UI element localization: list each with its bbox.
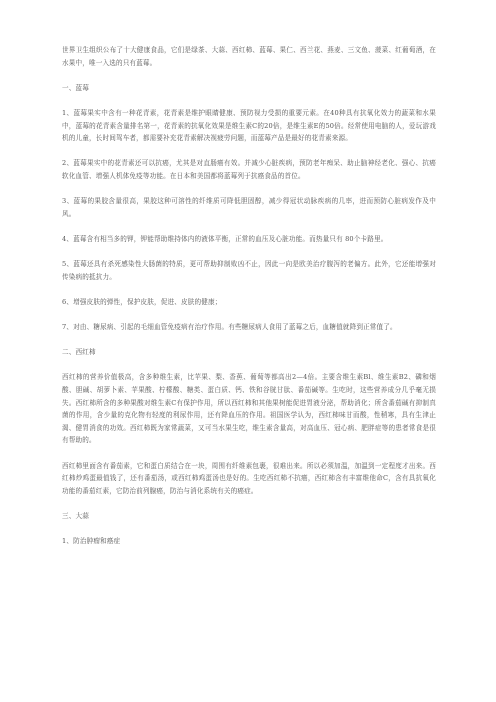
- blueberry-point-2: 2、蓝莓果实中的花青素还可以抗癌，尤其是对直肠癌有效。并减少心脏疾病，预防老年痴呆、助止脑神经老化、强心、抗癌软化血管、增强人机体免疫等功能。在日本和美国都将蓝莓列于抗癌食品的首位。: [62, 159, 436, 180]
- blueberry-point-4: 4、蓝莓含有相当多的钾，钾能帮助维持体内的液体平衡，正常的血压及心脏功能。而热量只有 80个卡路里。: [62, 234, 388, 243]
- tomato-paragraph-1: 西红柿的营养价值极高，含多种维生素，比苹果、梨、香蕉、葡萄等都高出2—4倍。主要含维生素Bl、维生素B2、磷和烟酸、胆碱、胡萝卜素、苹果酸、柠檬酸、糖类、蛋白质、钙、铁和谷胱甘肽、番茄碱等。生吃时，这些营养成分几乎毫无损失。西红柿所含的多种果酸对维生素C有保护作用，所以西红柿和其他果树能促进胃液分泌，帮助消化；所含番茄碱有抑制真菌的作用，含少量的克化物有轻度的利尿作用，还有降血压的作用。祖国医学认为，西红柿味甘而酸，性稍寒，具有生津止渴、健胃消食的功效。西红柿既为家常蔬菜，又可当水果生吃，维生素含量高，对高血压、冠心病、肥胖症等的患者常食是很有帮助的。: [62, 373, 436, 445]
- tomato-paragraph-2: 西红柿里面含有番茄素，它和蛋白质结合在一块，周围有纤维素包裹，很难出来。所以必须加温，加温到一定程度才出来。西红柿炒鸡蛋最值钱了，还有番茄汤，或西红柿鸡蛋汤也是好的。生吃西红柿不抗癌，西红柿含有丰富维他命C，含有具抗氧化功能的番茄红素，它防治前列腺癌，防治与消化系统有关的癌症。: [62, 461, 436, 495]
- document-page: [62, 44, 436, 560]
- blueberry-point-7: 7、对由、糖尿病、引起的毛细血管免疫病有治疗作用。有些糖尿病人食用了蓝莓之后，血糖值就降到正常值了。: [62, 323, 397, 332]
- garlic-point-1: 1、防治肿瘤和癌症: [62, 537, 121, 546]
- section-heading-blueberry: 一、蓝莓: [62, 83, 89, 92]
- blueberry-point-1: 1、蓝莓果实中含有一种花青素，花青素是维护眼睛健康、预防视力受损的重要元素。在40种具有抗氧化效力的蔬菜和水果中，蓝莓的花青素含量排名第一，花青素的抗氧化效果是维生素C的20倍，是维生素E的50倍。经常使用电脑的人，爱玩游戏机的儿童，长时间驾车者，都需要补充花青素解决视疲劳问题，而蓝莓产品是最好的花青素来源。: [62, 108, 436, 143]
- intro-paragraph: 世界卫生组织公布了十大健康食品，它们是绿茶、大蒜、西红柿、蓝莓、果仁、西兰花、燕麦、三文鱼、菠菜、红葡萄酒，在水果中，唯一入选的只有蓝莓。: [62, 46, 436, 67]
- blueberry-point-3: 3、蓝莓的果胶含量很高，果胶这种可溶性的纤维质可降低胆固醇，减少得冠状动脉疾病的几率，进而预防心脏病发作及中风。: [62, 197, 436, 218]
- blueberry-point-6: 6、增强皮肤的弹性，保护皮肤，促进、皮肤的健康；: [62, 297, 222, 306]
- section-heading-tomato: 二、西红柿: [62, 348, 96, 357]
- blueberry-point-5: 5、蓝莓还具有杀死感染性大肠菌的特质，更可帮助抑制败凶不止，因此一向是欧美治疗腹泻的老偏方。此外，它还能增强对传染病的抵抗力。: [62, 260, 436, 281]
- section-heading-garlic: 三、大蒜: [62, 511, 89, 520]
